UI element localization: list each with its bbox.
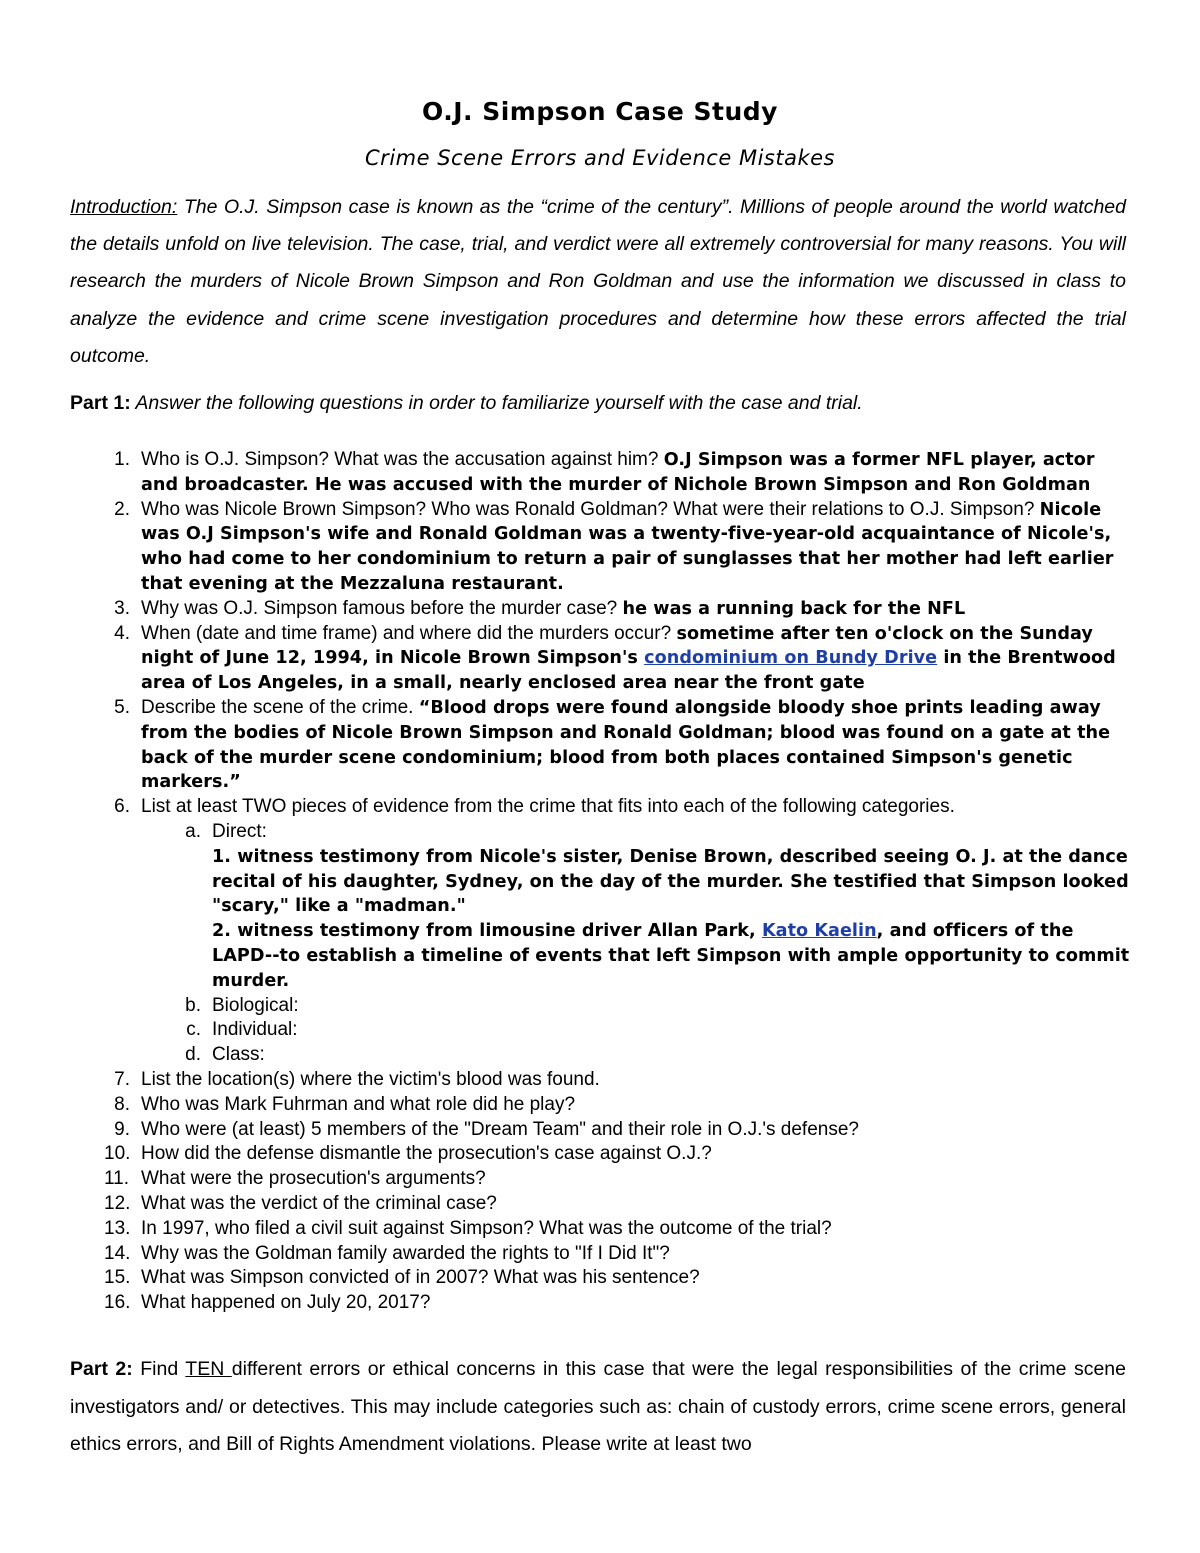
part2-ten: TEN xyxy=(185,1358,232,1380)
question-text: Why was O.J. Simpson famous before the murder case? xyxy=(141,597,623,619)
question-text: Who were (at least) 5 members of the "Dream Team" and their role in O.J.'s defense? xyxy=(141,1118,859,1140)
question-text: Who was Mark Fuhrman and what role did he play? xyxy=(141,1093,576,1115)
question-text: List the location(s) where the victim's blood was found. xyxy=(141,1068,600,1090)
question-number: 16. xyxy=(104,1292,131,1314)
answer-text-continued: in the Brentwood area of Los Angeles, in a small, nearly enclosed area near the front gate xyxy=(141,648,1116,694)
answer-text: O.J Simpson was a former NFL player, actor and broadcaster. He was accused with the murder of Nichole Brown Simpson and Ron Goldman xyxy=(141,450,1095,495)
category-label: Direct: xyxy=(212,820,267,842)
question-number: 6. xyxy=(114,796,130,818)
part2-label: Part 2: xyxy=(70,1358,133,1380)
question-number: 5. xyxy=(114,696,130,718)
part1-label: Part 1: xyxy=(70,392,131,414)
question-item xyxy=(70,448,1130,498)
question-item xyxy=(70,1142,1130,1167)
question-text: Why was the Goldman family awarded the rights to "If I Did It"? xyxy=(141,1242,670,1264)
category-letter: d. xyxy=(185,1044,201,1066)
question-item xyxy=(70,1068,1130,1093)
question-item xyxy=(70,1093,1130,1118)
question-item xyxy=(70,498,1130,597)
introduction-paragraph xyxy=(70,189,1126,375)
question-item xyxy=(70,1192,1130,1217)
direct-evidence-answer-2: 2. witness testimony from limousine driver Allan Park, xyxy=(212,921,762,942)
part2-paragraph xyxy=(70,1351,1126,1464)
question-number: 15. xyxy=(104,1267,131,1289)
question-text: List at least TWO pieces of evidence from the crime that fits into each of the following categories. xyxy=(141,796,955,818)
question-text: What were the prosecution's arguments? xyxy=(141,1168,486,1190)
part1-instructions: Answer the following questions in order to familiarize yourself with the case and trial. xyxy=(130,392,863,414)
question-text: Who is O.J. Simpson? What was the accusation against him? xyxy=(141,449,664,470)
category-label: Class: xyxy=(212,1044,265,1066)
question-item xyxy=(70,1167,1130,1192)
question-text: Describe the scene of the crime. xyxy=(141,696,419,718)
question-number: 10. xyxy=(104,1143,131,1165)
question-item xyxy=(70,597,1130,622)
introduction-text: The O.J. Simpson case is known as the “crime of the century”. Millions of people around the world watched the details unfold on live television. The case, trial, and verdict were all extremely controversial for many reasons. You will research the murders of Nicole Brown Simpson and Ron Goldman and use the information we discussed in class to analyze the evidence and crime scene investigation procedures and determine how these errors affected the trial outcome. xyxy=(70,196,1126,367)
question-list xyxy=(70,448,1130,1316)
kato-kaelin-link[interactable]: Kato Kaelin xyxy=(761,921,877,942)
question-number: 4. xyxy=(114,622,130,644)
question-item xyxy=(70,696,1130,795)
question-number: 14. xyxy=(104,1242,131,1264)
question-number: 13. xyxy=(104,1217,131,1239)
condominium-link[interactable]: condominium on Bundy Drive xyxy=(644,648,938,669)
answer-text: he was a running back for the NFL xyxy=(622,598,966,619)
question-number: 11. xyxy=(104,1168,130,1190)
introduction-label: Introduction: xyxy=(70,196,178,218)
question-number: 3. xyxy=(114,597,130,619)
question-text: How did the defense dismantle the prosecution's case against O.J.? xyxy=(141,1143,712,1165)
question-item xyxy=(70,622,1130,696)
question-item xyxy=(70,1266,1130,1291)
question-text: When (date and time frame) and where did the murders occur? xyxy=(141,622,677,644)
question-item xyxy=(70,1242,1130,1267)
answer-text: “Blood drops were found alongside bloody shoe prints leading away from the bodies of Nicole Brown Simpson and Ronald Goldman; blood was found on a gate at the back of the murder scene condominium; blood from both places contained Simpson's genetic markers.” xyxy=(141,697,1111,793)
question-text: What was Simpson convicted of in 2007? What was his sentence? xyxy=(141,1267,700,1289)
category-label: Individual: xyxy=(212,1019,298,1041)
evidence-category-item xyxy=(141,820,1130,994)
part2-text: Find xyxy=(132,1358,186,1380)
category-letter: a. xyxy=(185,820,201,842)
evidence-category-list xyxy=(141,820,1130,1068)
category-label: Biological: xyxy=(212,994,299,1016)
question-item xyxy=(70,1118,1130,1143)
page-subtitle: Crime Scene Errors and Evidence Mistakes xyxy=(365,146,835,170)
part1-heading xyxy=(70,392,1130,415)
page-title: O.J. Simpson Case Study xyxy=(422,97,778,126)
question-item xyxy=(70,795,1130,1068)
question-text: What happened on July 20, 2017? xyxy=(141,1292,431,1314)
answer-text: Nicole was O.J Simpson's wife and Ronald Goldman was a twenty-five-year-old acquaintance of Nicole's, who had come to her condominium to return a pair of sunglasses that her mother had left earlier that evening at the Mezzaluna restaurant. xyxy=(141,499,1114,594)
category-letter: b. xyxy=(185,994,201,1016)
question-text: Who was Nicole Brown Simpson? Who was Ronald Goldman? What were their relations to O.J. Simpson? xyxy=(141,498,1040,520)
part2-text-continued: different errors or ethical concerns in this case that were the legal responsibilities of the crime scene investigators and/ or detectives. This may include categories such as: chain of custody errors, crime scene errors, general ethics errors, and Bill of Rights Amendment violations. Please write at least two xyxy=(70,1358,1126,1456)
direct-evidence-answer-2-continued: , and officers of the LAPD--to establish a timeline of events that left Simpson with ample opportunity to commit murder. xyxy=(212,921,1130,991)
question-number: 9. xyxy=(114,1118,130,1140)
question-number: 1. xyxy=(114,449,130,470)
question-item xyxy=(70,1217,1130,1242)
evidence-category-item xyxy=(141,1043,1130,1068)
question-text: In 1997, who filed a civil suit against Simpson? What was the outcome of the trial? xyxy=(141,1217,832,1239)
evidence-category-item xyxy=(141,1018,1130,1043)
question-number: 7. xyxy=(114,1068,130,1090)
question-number: 8. xyxy=(114,1093,130,1115)
question-number: 2. xyxy=(114,498,130,520)
question-number: 12. xyxy=(104,1192,131,1214)
question-item xyxy=(70,1291,1130,1316)
answer-text: sometime after ten o'clock on the Sunday night of June 12, 1994, in Nicole Brown Simpson's xyxy=(141,623,1093,669)
evidence-category-item xyxy=(141,994,1130,1019)
direct-evidence-answer-1: 1. witness testimony from Nicole's sister, Denise Brown, described seeing O. J. at the dance recital of his daughter, Sydney, on the day of the murder. She testified that Simpson looked "scary," like a "madman." xyxy=(212,846,1129,917)
category-letter: c. xyxy=(186,1019,201,1041)
question-text: What was the verdict of the criminal case? xyxy=(141,1192,497,1214)
